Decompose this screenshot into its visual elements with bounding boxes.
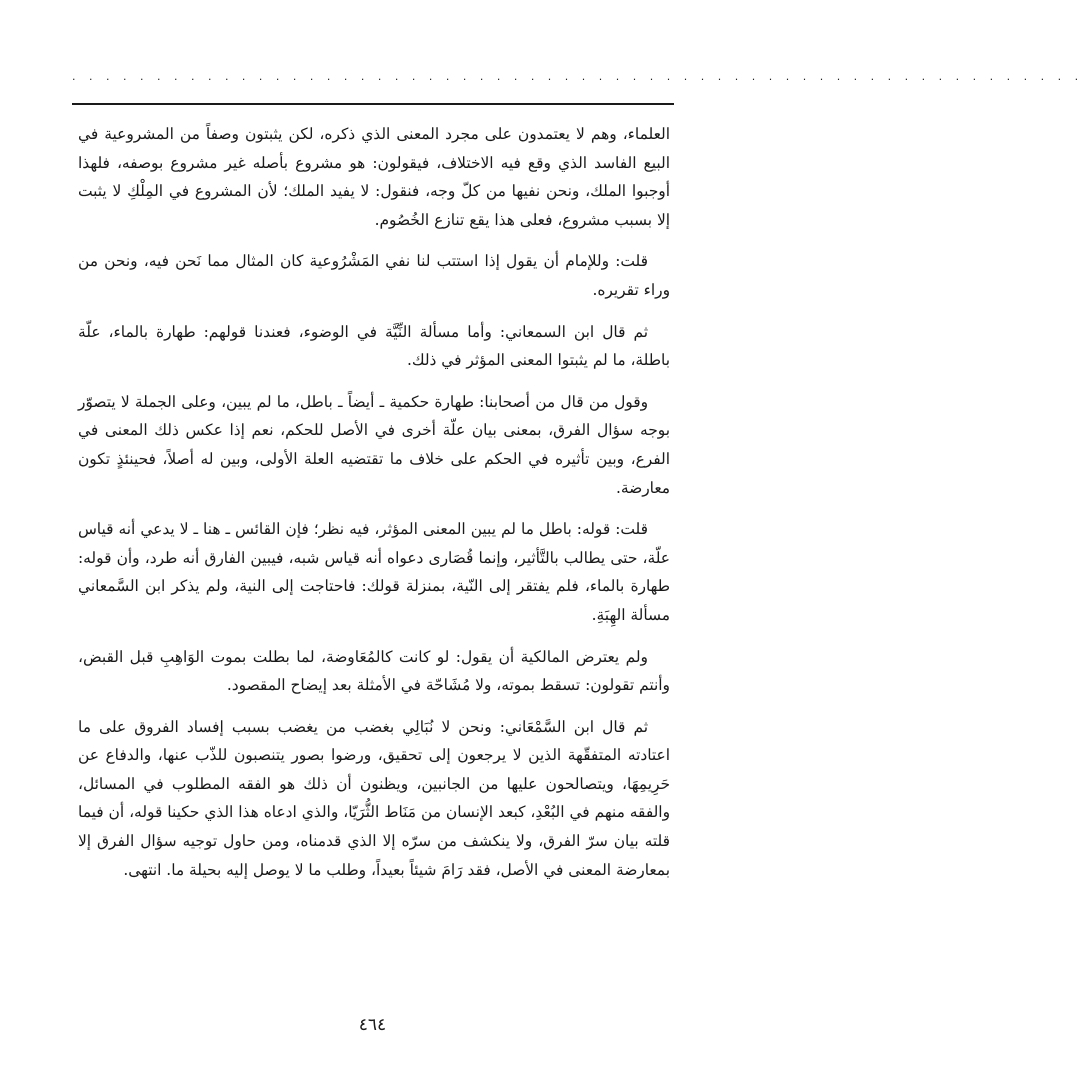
paragraph-2: قلت: وللإمام أن يقول إذا استتب لنا نفي المَشْرُوعية كان المثال مما نَحن فيه، ونحن من وراء تقريره. [78, 252, 670, 299]
paragraph-5: قلت: قوله: باطل ما لم يبين المعنى المؤثر، فيه نظر؛ فإن القائس ـ هنا ـ لا يدعي أنه قياس علّة، حتى يطالب بالتَّأثير، وإنما قُصَارى دعواه أنه قياس شبه، فيبين الفارق أنه طرد، وأن قوله: طهارة بالماء، فلم يفتقر إلى النّية، بمنزلة قولك: فاحتاجت إلى النية، ولم يذكر ابن السَّمعاني مسألة الهِبَةِ. [78, 520, 670, 624]
header-dotted-rule: . . . . . . . . . . . . . . . . . . . . . . . . . . . . . . . . . . . . . . . . . . . . . . . . . . . . . . . . . . . . [72, 70, 1083, 83]
header-divider [72, 103, 674, 105]
page-number: ٤٦٤ [358, 1015, 387, 1035]
paragraph-3: ثم قال ابن السمعاني: وأما مسألة النِّيَّة في الوضوء، فعندنا قولهم: طهارة بالماء، علّة باطلة، ما لم يثبتوا المعنى المؤثر في ذلك. [78, 322, 670, 370]
paragraph-1: العلماء، وهم لا يعتمدون على مجرد المعنى الذي ذكره، لكن يثبتون وصفاً من المشروعية في البيع الفاسد الذي وقع فيه الاختلاف، فيقولون: هو مشروع بأصله غير مشروع بوصفه، فلهذا أوجبوا الملك، ونحن نفيها من كلّ وجه، فنقول: لا يفيد الملك؛ لأن المشروع في المِلْكِ لا يثبت إلا بسبب مشروع، فعلى هذا يقع تنازع الخُصُوم. [78, 125, 670, 229]
paragraph-4: وقول من قال من أصحابنا: طهارة حكمية ـ أيضاً ـ باطل، ما لم يبين، وعلى الجملة لا يتصوّر بوجه سؤال الفرق، بمعنى بيان علّة أخرى في الأصل للحكم، نعم إذا عكس ذلك المعنى في الفرع، وبين تأثيره في الحكم على خلاف ما تقتضيه العلة الأولى، وبين له أصلاً، فحينئذٍ تكون معارضة. [78, 392, 670, 497]
paragraph-7: ثم قال ابن السَّمْعَاني: ونحن لا نُبَالِي بغضب من يغضب بسبب إفساد الفروق على ما اعتادته المتفقّهة الذين لا يرجعون إلى تحقيق، ورضوا بصور يتنصبون للذّب عنها، والدفاع عن حَرِيمِهَا، ويتصالحون عليها من الجانبين، ويظنون أن ذلك هو الفقه المطلوب في المسائل، والفقه منهم في البُعْدِ، كبعد الإنسان من مَنَاط الثُّرَيّا، والذي ادعاه هذا الذي حكينا قوله، أن فيما قلته بيان سرّ الفرق، ولا ينكشف من سرّه إلا الذي قدمناه، ومن حاول توجيه سؤال الفرق إلا بمعارضة المعنى في الأصل، فقد رَامَ شيئاً بعيداً، وطلب ما لا يوصل إليه بحيلة ما. انتهى. [78, 717, 670, 879]
page-body [78, 120, 670, 897]
paragraph-6: ولم يعترض المالكية أن يقول: لو كانت كالمُعَاوضة، لما بطلت بموت الوَاهِبِ قبل القبض، وأنتم تقولون: تسقط بموته، ولا مُشَاحّة في الأمثلة بعد إيضاح المقصود. [78, 647, 670, 695]
